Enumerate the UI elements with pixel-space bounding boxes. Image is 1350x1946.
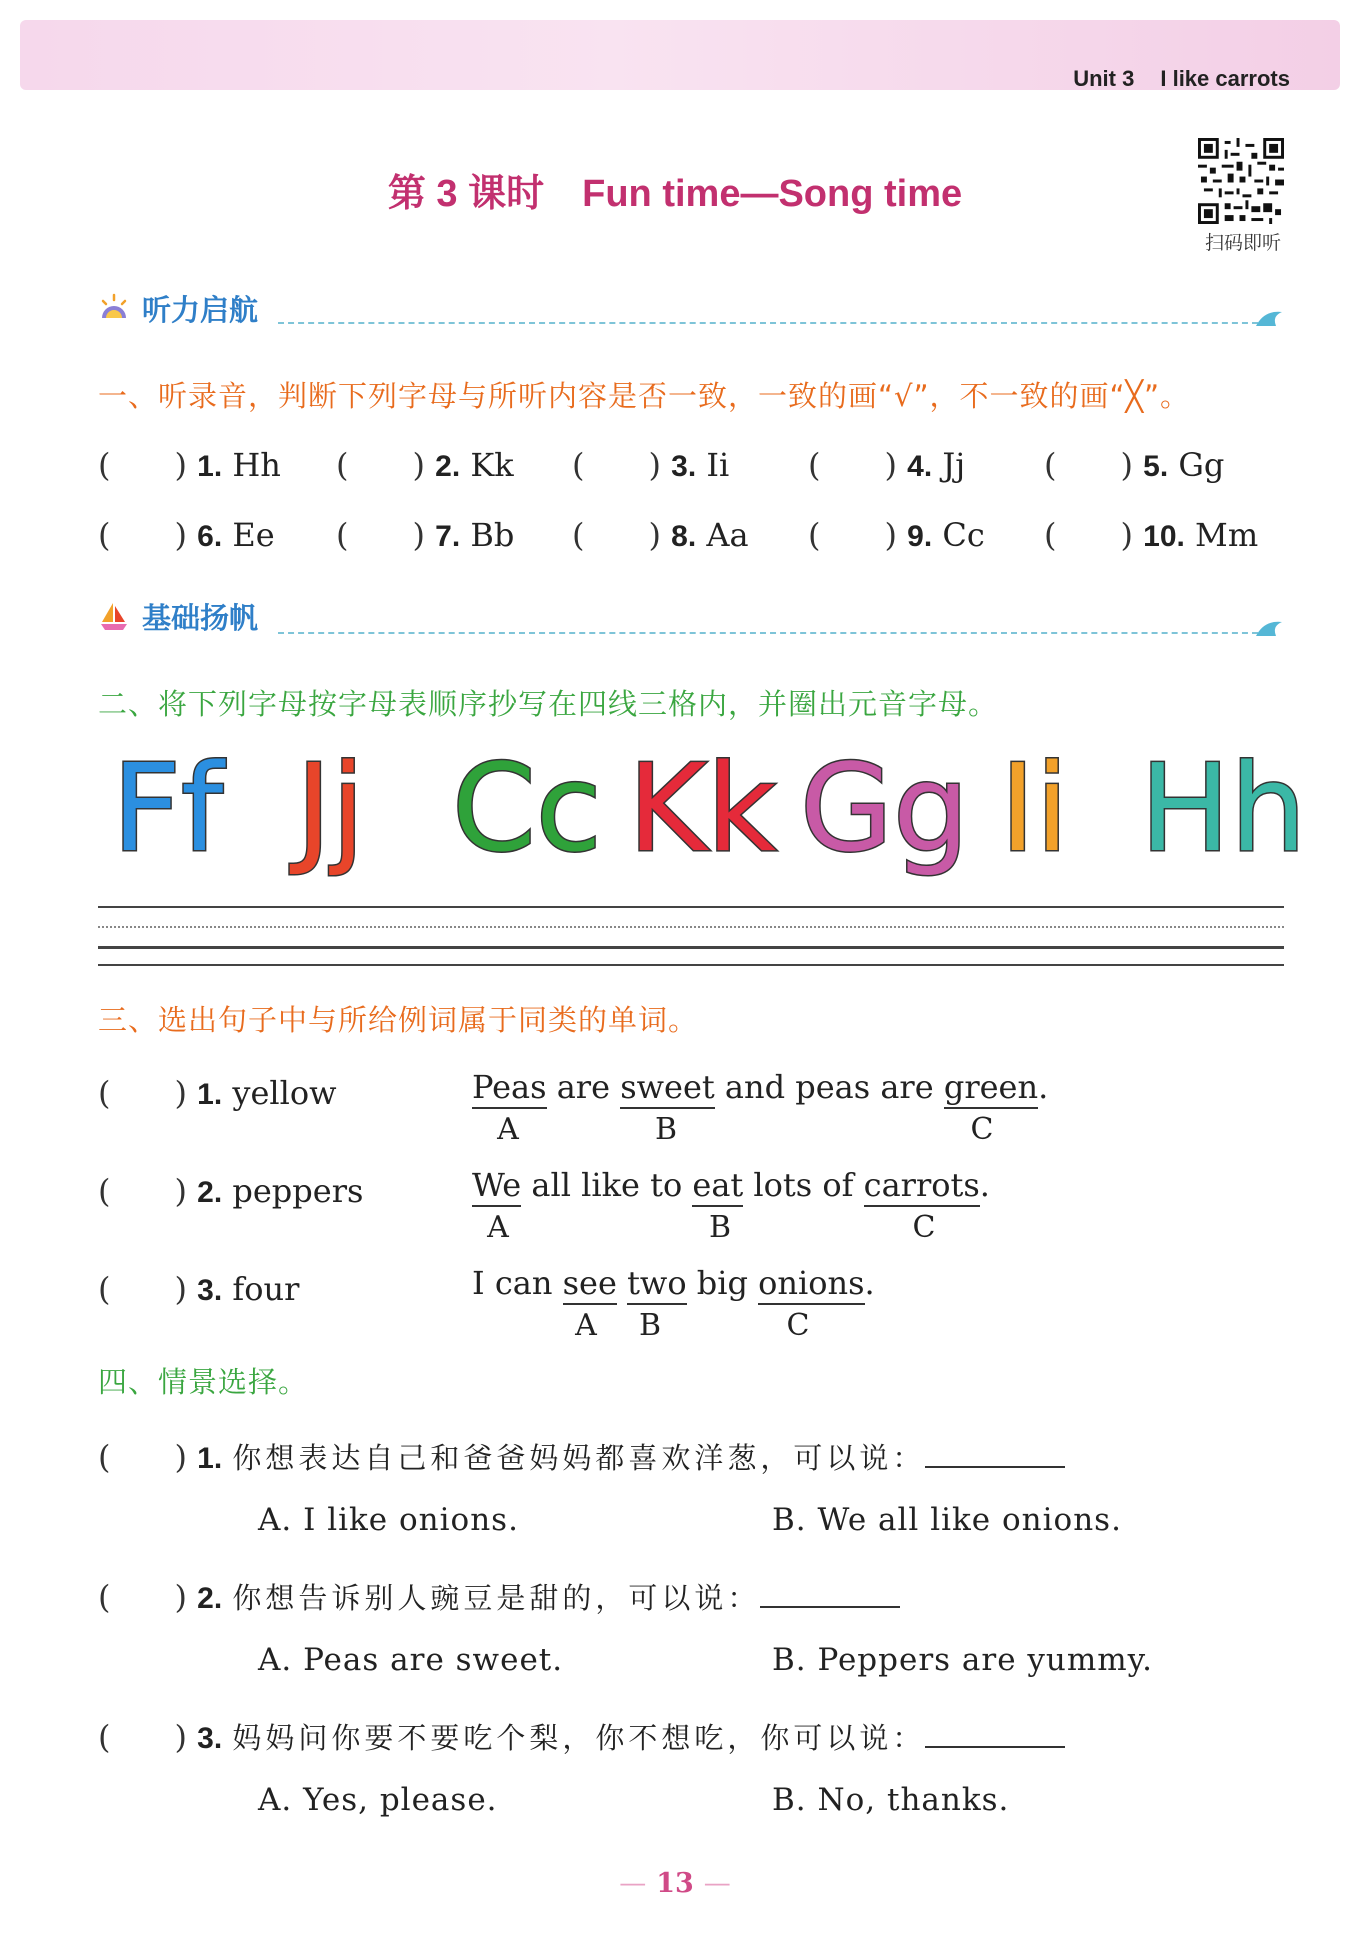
letter-hh: Hh (1140, 740, 1307, 879)
letter-kk: Kk (628, 740, 777, 879)
section-listening-label: 听力启航 (142, 293, 259, 327)
q4-item-3: ( ) 3. 妈妈问你要不要吃个梨，你不想吃，你可以说： (98, 1712, 1065, 1758)
letter-ff: Ff (112, 740, 224, 879)
q4-question: 妈妈问你要不要吃个梨，你不想吃，你可以说： (232, 1721, 926, 1755)
q4-instruction: 四、情景选择。 (98, 1365, 309, 1399)
q3-sentence-1 (472, 1068, 1048, 1106)
q1-letter: Bb (470, 516, 515, 554)
q3-option-b-word: sweet (620, 1068, 715, 1109)
unit-title: I like carrots (1160, 66, 1290, 91)
letter-cc: Cc (452, 740, 602, 879)
q4-option-b[interactable]: B. We all like onions. (772, 1502, 1122, 1538)
sentence-text: I can (472, 1264, 563, 1302)
option-label-b: B (638, 1308, 662, 1343)
section-divider (278, 632, 1258, 634)
q1-item-1: ( ) 1. Hh (98, 446, 281, 484)
lesson-title: 第 3 课时 Fun time—Song time (387, 173, 963, 215)
writing-line-base[interactable] (98, 946, 1284, 949)
q4-option-a[interactable]: A. I like onions. (258, 1502, 519, 1538)
option-label-b: B (654, 1112, 678, 1147)
sentence-text: lots of (743, 1166, 864, 1204)
answer-blank[interactable] (925, 1718, 1065, 1748)
q3-sentence-3 (472, 1264, 875, 1302)
q3-num: 3. (197, 1274, 223, 1307)
answer-blank[interactable] (925, 1438, 1065, 1468)
letter-jj: Jj (296, 740, 365, 879)
q2-instruction: 二、将下列字母按字母表顺序抄写在四线三格内，并圈出元音字母。 (98, 687, 999, 721)
q4-item-2: ( ) 2. 你想告诉别人豌豆是甜的，可以说： (98, 1572, 900, 1618)
q1-item-6: ( ) 6. Ee (98, 516, 275, 554)
sentence-text: are (546, 1068, 621, 1106)
q1-num: 6. (197, 520, 223, 553)
q4-option-b[interactable]: B. Peppers are yummy. (772, 1642, 1153, 1678)
q1-letter: Gg (1178, 446, 1225, 484)
option-label-a: A (575, 1308, 597, 1343)
q1-letter: Hh (232, 446, 281, 484)
q4-item-1: ( ) 1. 你想表达自己和爸爸妈妈都喜欢洋葱，可以说： (98, 1432, 1065, 1478)
q1-item-10: ( ) 10. Mm (1044, 516, 1259, 554)
q3-instruction: 三、选出句子中与所给例词属于同类的单词。 (98, 1003, 699, 1037)
section-basics-label: 基础扬帆 (142, 601, 259, 635)
q4-num: 3. (197, 1722, 223, 1755)
writing-line-dotted[interactable] (98, 926, 1284, 928)
q3-example-word: peppers (232, 1172, 364, 1210)
option-label-c: C (786, 1308, 810, 1343)
q1-item-2: ( ) 2. Kk (336, 446, 514, 484)
sentence-text (617, 1264, 627, 1302)
sentence-text: . (979, 1166, 990, 1204)
q1-item-7: ( ) 7. Bb (336, 516, 515, 554)
q4-option-a[interactable]: A. Yes, please. (258, 1782, 498, 1818)
writing-line-bottom[interactable] (98, 964, 1284, 966)
letter-cards (0, 740, 1350, 879)
q3-num: 2. (197, 1176, 223, 1209)
q3-option-c-word: green (944, 1068, 1038, 1109)
letter-gg: Gg (800, 740, 970, 879)
option-label-b: B (708, 1210, 732, 1245)
q1-num: 3. (671, 450, 697, 483)
sentence-text: . (1038, 1068, 1049, 1106)
q1-num: 2. (435, 450, 461, 483)
q4-num: 1. (197, 1442, 223, 1475)
q3-item-3: ( ) 3. four (98, 1270, 300, 1308)
writing-line-top[interactable] (98, 906, 1284, 908)
q1-item-9: ( ) 9. Cc (808, 516, 985, 554)
sun-icon (98, 292, 130, 324)
option-label-a: A (487, 1210, 509, 1245)
sailboat-icon (98, 600, 130, 632)
wave-icon (1254, 616, 1284, 638)
q3-option-c-word: onions (758, 1264, 864, 1305)
q1-num: 8. (671, 520, 697, 553)
q1-item-3: ( ) 3. Ii (572, 446, 730, 484)
q3-example-word: four (232, 1270, 300, 1308)
q1-item-5: ( ) 5. Gg (1044, 446, 1225, 484)
q3-item-2: ( ) 2. peppers (98, 1172, 364, 1210)
q3-sentence-2 (472, 1166, 990, 1204)
qr-code-icon[interactable] (1198, 138, 1284, 224)
q1-num: 5. (1143, 450, 1169, 483)
running-header (1073, 66, 1290, 92)
q1-letter: Ii (706, 446, 730, 484)
q3-option-b-word: eat (692, 1166, 743, 1207)
qr-caption: 扫码即听 (1204, 232, 1281, 254)
sentence-text: all like to (521, 1166, 693, 1204)
q3-option-a-word: Peas (472, 1068, 547, 1109)
q1-num: 10. (1143, 520, 1185, 553)
q1-letter: Kk (470, 446, 514, 484)
q4-question: 你想表达自己和爸爸妈妈都喜欢洋葱，可以说： (232, 1441, 926, 1475)
q3-num: 1. (197, 1078, 223, 1111)
option-label-c: C (970, 1112, 994, 1147)
q4-option-b[interactable]: B. No, thanks. (772, 1782, 1010, 1818)
q1-num: 4. (907, 450, 933, 483)
wave-icon (1254, 306, 1284, 328)
q1-item-4: ( ) 4. Jj (808, 446, 966, 484)
q1-letter: Cc (942, 516, 985, 554)
letter-ii: Ii (1000, 740, 1069, 879)
q3-option-c-word: carrots (864, 1166, 980, 1207)
q3-example-word: yellow (232, 1074, 337, 1112)
q1-letter: Aa (706, 516, 749, 554)
q3-option-a-word: We (472, 1166, 521, 1207)
q1-letter: Mm (1195, 516, 1259, 554)
q4-num: 2. (197, 1582, 223, 1615)
q4-option-a[interactable]: A. Peas are sweet. (258, 1642, 564, 1678)
q3-item-1: ( ) 1. yellow (98, 1074, 337, 1112)
q4-question: 你想告诉别人豌豆是甜的，可以说： (232, 1581, 761, 1615)
q1-num: 9. (907, 520, 933, 553)
q1-letter: Jj (942, 446, 966, 484)
sentence-text: and peas are (714, 1068, 944, 1106)
q1-item-8: ( ) 8. Aa (572, 516, 749, 554)
q1-num: 7. (435, 520, 461, 553)
option-label-a: A (497, 1112, 519, 1147)
q1-instruction: 一、听录音，判断下列字母与所听内容是否一致，一致的画“√”，不一致的画“╳”。 (98, 379, 1191, 413)
q1-letter: Ee (232, 516, 275, 554)
q3-option-b-word: two (627, 1264, 687, 1305)
sentence-text: . (864, 1264, 875, 1302)
section-divider (278, 322, 1258, 324)
page-number: — 13 — (619, 1868, 731, 1899)
page-number-value: 13 (656, 1868, 694, 1899)
answer-blank[interactable] (760, 1578, 900, 1608)
sentence-text: big (686, 1264, 759, 1302)
unit-label: Unit 3 (1073, 66, 1135, 91)
q1-num: 1. (197, 450, 223, 483)
q3-option-a-word: see (563, 1264, 617, 1305)
option-label-c: C (912, 1210, 936, 1245)
